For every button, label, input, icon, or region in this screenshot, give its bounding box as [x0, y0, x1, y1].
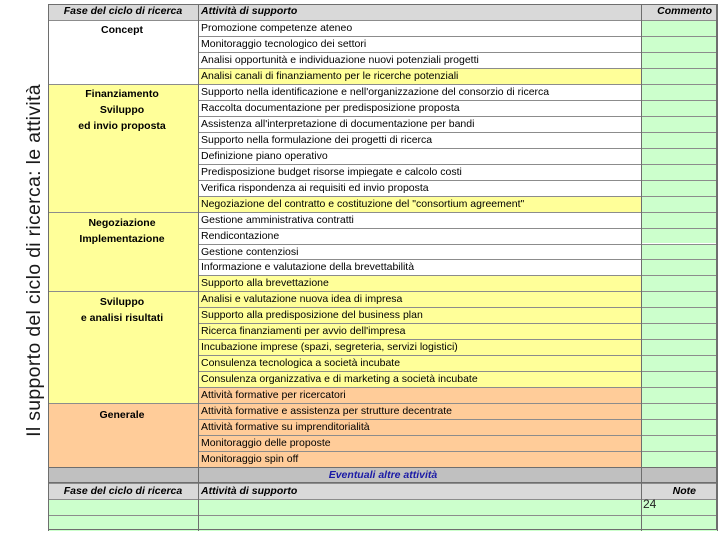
comment-cell[interactable] — [641, 100, 718, 116]
header-comment: Commento — [641, 4, 718, 20]
phase-label: Sviluppo — [99, 103, 145, 116]
activity-cell: Incubazione imprese (spazi, segreteria, servizi logistici) — [198, 339, 641, 355]
activity-cell: Consulenza organizzativa e di marketing a società incubate — [198, 371, 641, 387]
activity-cell: Definizione piano operativo — [198, 148, 641, 164]
comment-cell[interactable] — [641, 244, 718, 260]
empty-phase-cell[interactable] — [48, 515, 198, 531]
comment-cell[interactable] — [641, 419, 718, 435]
comment-cell[interactable] — [641, 148, 718, 164]
phase-label: Implementazione — [79, 232, 165, 245]
activity-cell: Gestione contenziosi — [198, 244, 641, 260]
page-number: 24 — [643, 497, 657, 511]
activity-cell: Verifica rispondenza ai requisiti ed invio proposta — [198, 180, 641, 196]
phase-block — [48, 291, 198, 403]
comment-cell[interactable] — [641, 323, 718, 339]
comment-cell[interactable] — [641, 212, 718, 228]
comment-cell[interactable] — [641, 451, 718, 467]
phase-label: Sviluppo — [99, 296, 145, 309]
comment-cell[interactable] — [641, 196, 718, 212]
activity-cell: Monitoraggio spin off — [198, 451, 641, 467]
activity-cell: Supporto alla brevettazione — [198, 275, 641, 291]
activity-cell: Assistenza all'interpretazione di documentazione per bandi — [198, 116, 641, 132]
phase-label: ed invio proposta — [78, 119, 166, 132]
comment-cell[interactable] — [641, 403, 718, 419]
activity-cell: Gestione amministrativa contratti — [198, 212, 641, 228]
activity-cell: Attività formative e assistenza per strutture decentrate — [198, 403, 641, 419]
comment-cell[interactable] — [641, 307, 718, 323]
footer-header-activity: Attività di supporto — [198, 483, 641, 499]
slide-title — [22, 0, 46, 520]
table-vertical-line — [641, 4, 642, 531]
activity-cell: Supporto alla predisposizione del business plan — [198, 307, 641, 323]
slide-title-text: Il supporto del ciclo di ricerca: le attività — [22, 83, 45, 437]
header-phase: Fase del ciclo di ricerca — [48, 4, 198, 20]
activity-cell: Informazione e valutazione della brevettabilità — [198, 259, 641, 275]
activity-cell: Analisi canali di finanziamento per le ricerche potenziali — [198, 68, 641, 84]
activity-cell: Analisi e valutazione nuova idea di impresa — [198, 291, 641, 307]
comment-cell[interactable] — [641, 339, 718, 355]
activity-cell: Predisposizione budget risorse impiegate e calcolo costi — [198, 164, 641, 180]
empty-phase-cell[interactable] — [48, 499, 198, 515]
activity-cell: Supporto nella formulazione dei progetti di ricerca — [198, 132, 641, 148]
activity-cell: Promozione competenze ateneo — [198, 20, 641, 36]
comment-cell[interactable] — [641, 20, 718, 36]
activity-cell: Attività formative su imprenditorialità — [198, 419, 641, 435]
comment-cell[interactable] — [641, 68, 718, 84]
phase-label: e analisi risultati — [80, 312, 164, 325]
footer-header-note: Note — [641, 483, 718, 499]
table-vertical-line — [717, 4, 718, 531]
table-vertical-line — [198, 4, 199, 531]
phase-label: Concept — [101, 24, 143, 36]
phase-label: Finanziamento — [85, 87, 159, 100]
empty-note-cell[interactable] — [641, 515, 718, 531]
comment-cell[interactable] — [641, 116, 718, 132]
activity-cell: Analisi opportunità e individuazione nuovi potenziali progetti — [198, 52, 641, 68]
research-cycle-table — [48, 4, 718, 531]
phase-block — [48, 20, 198, 84]
comment-cell[interactable] — [641, 132, 718, 148]
activity-cell: Monitoraggio delle proposte — [198, 435, 641, 451]
comment-cell[interactable] — [641, 228, 718, 244]
comment-cell[interactable] — [641, 164, 718, 180]
phase-label: Generale — [99, 409, 145, 422]
activity-cell: Negoziazione del contratto e costituzione del "consortium agreement" — [198, 196, 641, 212]
empty-activity-cell[interactable] — [198, 515, 641, 531]
activity-cell: Ricerca finanziamenti per avvio dell'impresa — [198, 323, 641, 339]
phase-block — [48, 84, 198, 212]
phase-block — [48, 212, 198, 292]
eventuali-row: Eventuali altre attività — [48, 467, 718, 483]
phase-label: Negoziazione — [88, 216, 156, 229]
activity-cell: Consulenza tecnologica a società incubate — [198, 355, 641, 371]
comment-cell[interactable] — [641, 52, 718, 68]
activity-cell: Attività formative per ricercatori — [198, 387, 641, 403]
comment-cell[interactable] — [641, 259, 718, 275]
comment-cell[interactable] — [641, 36, 718, 52]
header-activity: Attività di supporto — [198, 4, 641, 20]
table-vertical-line — [48, 4, 49, 531]
footer-header-phase: Fase del ciclo di ricerca — [48, 483, 198, 499]
comment-cell[interactable] — [641, 387, 718, 403]
empty-activity-cell[interactable] — [198, 499, 641, 515]
comment-cell[interactable] — [641, 435, 718, 451]
activity-cell: Rendicontazione — [198, 228, 641, 244]
comment-cell[interactable] — [641, 180, 718, 196]
comment-cell[interactable] — [641, 371, 718, 387]
comment-cell[interactable] — [641, 275, 718, 291]
activity-cell: Supporto nella identificazione e nell'organizzazione del consorzio di ricerca — [198, 84, 641, 100]
comment-cell[interactable] — [641, 291, 718, 307]
activity-cell: Raccolta documentazione per predisposizione proposta — [198, 100, 641, 116]
comment-cell[interactable] — [641, 84, 718, 100]
comment-cell[interactable] — [641, 355, 718, 371]
activity-cell: Monitoraggio tecnologico dei settori — [198, 36, 641, 52]
